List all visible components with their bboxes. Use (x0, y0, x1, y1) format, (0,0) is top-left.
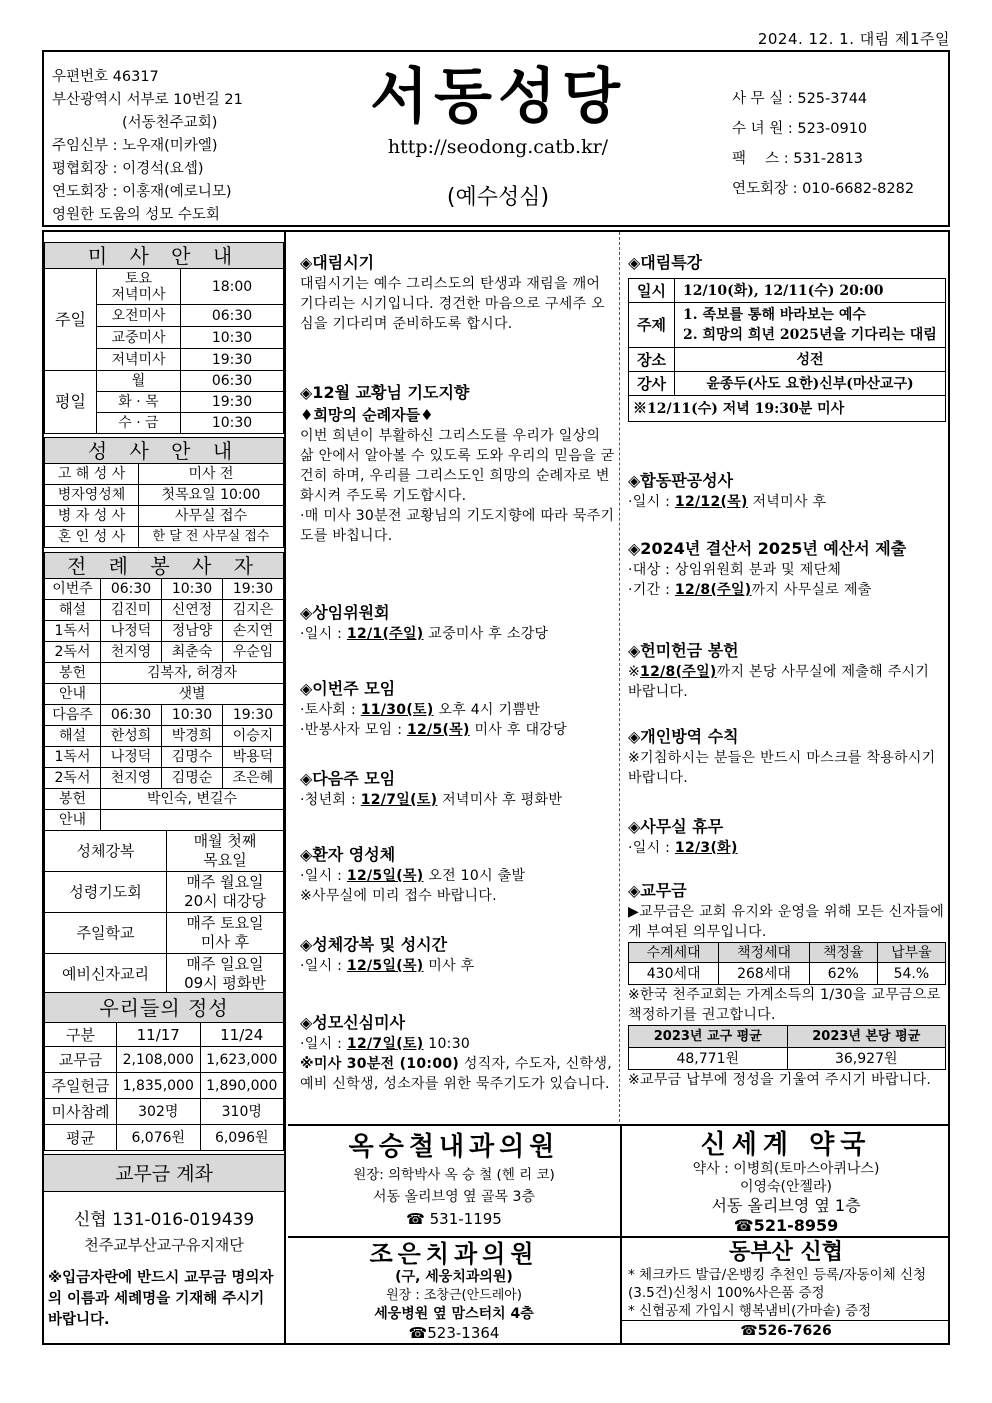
fax-number: 팩 스 : 531-2813 (732, 151, 864, 167)
server-cell: 한성희 (101, 726, 162, 747)
dues-avg-cell: 36,927원 (787, 1048, 946, 1070)
budget-suffix: 까지 사무실로 제출 (751, 582, 872, 598)
dues-cell: 54.% (877, 963, 945, 985)
quarantine-text: ※기침하시는 분들은 반드시 마스크를 착용하시기 바랍니다. (628, 750, 936, 786)
dues-note-2: ※교무금 납부에 정성을 기울여 주시기 바랍니다. (628, 1072, 932, 1088)
pharmacy-phone: ☎521-8959 (733, 1216, 839, 1235)
server-cell: 조은혜 (223, 768, 284, 789)
server-cell: 나정덕 (101, 747, 162, 768)
budget-date: 12/8(주일) (674, 582, 752, 598)
nextweek-suffix: 저녁미사 후 평화반 (437, 792, 563, 808)
server-cell: 봉헌 (45, 663, 101, 684)
offering-cell: 1,835,000 (117, 1073, 201, 1099)
dental-former: (구, 세웅치과의원) (395, 1269, 513, 1285)
server-cell: 06:30 (101, 705, 162, 726)
offering-cell: 302명 (117, 1099, 201, 1125)
server-cell: 19:30 (223, 579, 284, 600)
sunday-label: 주일 (45, 269, 97, 371)
mary-heading: ◈성모신심미사 (300, 1013, 406, 1032)
account-holder: 천주교부산교구유지재단 (84, 1236, 244, 1254)
special-key: 일시 (629, 279, 675, 303)
ad-divider-h (288, 1236, 950, 1238)
special-table (628, 278, 946, 422)
sacrament-info: 한 달 전 사무실 접수 (139, 527, 284, 548)
contact-numbers (732, 84, 914, 204)
mass-name: 수 · 금 (97, 413, 181, 434)
offering-title: 우리들의 정성 (45, 993, 284, 1023)
special-lecture-section (628, 252, 946, 422)
sacrament-name: 혼 인 성 사 (45, 527, 139, 548)
benediction-heading: ◈성체강복 및 성시간 (300, 935, 448, 954)
nextweek-date: 12/7일(토) (360, 792, 438, 808)
server-cell: 1독서 (45, 621, 101, 642)
thisweek-prefix: ·반봉사자 모임 : (300, 722, 407, 738)
dues-cell: 268세대 (719, 963, 809, 985)
mass-name: 저녁미사 (97, 349, 181, 371)
thisweek-suffix: 미사 후 대강당 (469, 722, 567, 738)
server-cell: 나정덕 (101, 621, 162, 642)
mass-time: 06:30 (181, 305, 284, 327)
penance-date: 12/12(목) (674, 494, 748, 510)
special-value: 성전 (675, 348, 946, 372)
dues-table (628, 942, 946, 985)
dues-cell: 430세대 (629, 963, 719, 985)
address: 부산광역시 서부로 10번길 21 (52, 92, 243, 108)
pastor: 주임신부 : 노우재(미카엘) (52, 138, 218, 154)
server-cell: 봉헌 (45, 789, 101, 810)
main-content (42, 230, 950, 1345)
dental-director: 원장 : 조창근(안드레아) (386, 1288, 522, 1303)
sick-suffix: 오전 10시 출발 (423, 868, 526, 884)
standing-date: 12/1(주일) (346, 626, 424, 642)
server-cell: 김명수 (162, 747, 223, 768)
middle-column (288, 232, 620, 1122)
advent-section (300, 252, 618, 334)
convent: 영원한 도움의 성모 수도회 (52, 207, 220, 223)
mass-table (44, 242, 284, 434)
special-key: 장소 (629, 348, 675, 372)
closed-date: 12/3(화) (674, 840, 738, 856)
offering-table (44, 992, 284, 1151)
budget-section (628, 538, 946, 600)
dues-avg-cell: 48,771원 (629, 1048, 788, 1070)
benediction-section (300, 934, 618, 976)
quarantine-heading: ◈개인방역 수칙 (628, 727, 739, 746)
server-cell: 10:30 (162, 705, 223, 726)
sick-date: 12/5일(목) (346, 868, 424, 884)
server-cell: 정남양 (162, 621, 223, 642)
benediction-date: 12/5일(목) (346, 958, 424, 974)
offering-cell: 평균 (45, 1125, 117, 1151)
sacrament-name: 병자영성체 (45, 485, 139, 506)
office-phone: 사 무 실 : 525-3744 (732, 91, 868, 107)
mass-time: 19:30 (181, 392, 284, 413)
closed-prefix: ·일시 : (628, 840, 675, 856)
schedule-info: 매주 일요일 09시 평화반 (167, 954, 284, 995)
closed-heading: ◈사무실 휴무 (628, 817, 724, 836)
mass-name: 토요 저녁미사 (97, 269, 181, 305)
offering-cell: 교무금 (45, 1047, 117, 1073)
special-value: 윤종두(사도 요한)신부(마산교구) (675, 372, 946, 396)
server-cell (101, 810, 284, 831)
schedule-info: 매월 첫째 목요일 (167, 831, 284, 872)
special-key: 주제 (629, 303, 675, 348)
offering-cell: 6,096원 (200, 1125, 284, 1151)
donation-prefix: ※ (628, 664, 641, 680)
server-cell: 해설 (45, 600, 101, 621)
mass-time: 10:30 (181, 413, 284, 434)
weekday-label: 평일 (45, 371, 97, 434)
dues-heading: ◈교무금 (628, 881, 687, 900)
mary-note: 성직자, 수도자, 신학생, 예비 신학생, 성소자를 위한 묵주기도가 있습니다. (300, 1056, 613, 1092)
thisweek-suffix: 오후 4시 기쁨반 (433, 702, 540, 718)
server-cell: 이승지 (223, 726, 284, 747)
pope-text: 이번 희년이 부활하신 그리스도를 우리가 일상의 삶 안에서 알아볼 수 있도록 도와 우리의 믿음을 굳건히 하며, 우리를 그리스도인 희망의 순례자로 변화시켜 주도록 기도합시다. (300, 428, 615, 504)
dues-head: 책정세대 (719, 943, 809, 963)
dues-text: ▶교무금은 교회 유지와 운영을 위해 모든 신자들에게 부여된 의무입니다. (628, 904, 945, 940)
servers-table (44, 552, 284, 831)
pope-section (300, 382, 618, 546)
sacrament-table (44, 437, 284, 548)
mary-section (300, 1012, 618, 1094)
server-cell: 김복자, 허경자 (101, 663, 284, 684)
special-note: ※12/11(수) 저녁 19:30분 미사 (629, 396, 946, 422)
server-cell: 10:30 (162, 579, 223, 600)
special-topic-1: 1. 족보를 통해 바라보는 예수 (683, 307, 866, 323)
schedule-name: 성령기도회 (45, 872, 167, 913)
server-cell: 천지영 (101, 642, 162, 663)
clinic-name: 옥승철내과의원 (348, 1132, 560, 1162)
special-value: 12/10(화), 12/11(수) 20:00 (675, 279, 946, 303)
sacrament-info: 첫목요일 10:00 (139, 485, 284, 506)
clinic-director: 원장: 의학박사 옥 승 철 (헨 리 코) (353, 1167, 555, 1183)
server-cell: 해설 (45, 726, 101, 747)
penance-heading: ◈합동판공성사 (628, 471, 734, 490)
server-cell: 다음주 (45, 705, 101, 726)
credit-union-name: 동부산 신협 (729, 1240, 843, 1265)
server-cell: 우순임 (223, 642, 284, 663)
nextweek-section (300, 768, 618, 810)
thisweek-date: 12/5(목) (406, 722, 470, 738)
schedule-info: 매주 월요일 20시 대강당 (167, 872, 284, 913)
prayer-president: 연도회장 : 이홍재(예로니모) (52, 184, 232, 200)
thisweek-date: 11/30(토) (360, 702, 434, 718)
ad-divider (288, 1124, 950, 1126)
server-cell: 안내 (45, 684, 101, 705)
pope-heading: ◈12월 교황님 기도지향 (300, 383, 470, 402)
offering-cell: 6,076원 (117, 1125, 201, 1151)
offering-head: 11/17 (117, 1023, 201, 1047)
mass-time: 19:30 (181, 349, 284, 371)
sacrament-name: 병 자 성 사 (45, 506, 139, 527)
sacrament-info: 사무실 접수 (139, 506, 284, 527)
server-cell: 신연정 (162, 600, 223, 621)
bulletin-date: 2024. 12. 1. 대림 제1주일 (757, 30, 950, 48)
sacrament-info: 미사 전 (139, 464, 284, 485)
credit-union-offer-2: * 신협공제 가입시 행복냄비(가마솥) 증정 (622, 1302, 950, 1321)
dental-address: 세웅병원 옆 맘스터치 4층 (374, 1306, 534, 1322)
offering-cell: 1,890,000 (200, 1073, 284, 1099)
schedule-name: 성체강복 (45, 831, 167, 872)
penance-section (628, 470, 946, 512)
prayer-phone: 연도회장 : 010-6682-8282 (732, 181, 915, 197)
feast-name: (예수성심) (446, 185, 550, 210)
pharmacy-name: 신세계 약국 (700, 1130, 872, 1160)
quarantine-section (628, 726, 946, 788)
server-cell: 이번주 (45, 579, 101, 600)
mass-time: 10:30 (181, 327, 284, 349)
budget-prefix: ·기간 : (628, 582, 675, 598)
thisweek-prefix: ·토사회 : (300, 702, 361, 718)
server-cell: 19:30 (223, 705, 284, 726)
server-cell: 박경희 (162, 726, 223, 747)
credit-union-offer-1: * 체크카드 발급/온뱅킹 추천인 등록/자동이체 신청(3.5건)신청시 100%사은품 증정 (628, 1267, 927, 1301)
closed-section (628, 816, 946, 858)
left-column (44, 232, 286, 1343)
credit-union-phone: ☎526-7626 (740, 1323, 832, 1339)
dues-avg-head: 2023년 본당 평균 (787, 1026, 946, 1048)
advent-heading: ◈대림시기 (300, 253, 375, 272)
mass-name: 오전미사 (97, 305, 181, 327)
convent-phone: 수 녀 원 : 523-0910 (732, 121, 868, 137)
mass-name: 화 · 목 (97, 392, 181, 413)
server-cell: 김지은 (223, 600, 284, 621)
dues-avg-head: 2023년 교구 평균 (629, 1026, 788, 1048)
mary-suffix: 10:30 (423, 1036, 471, 1052)
schedule-name: 예비신자교리 (45, 954, 167, 995)
offering-cell: 2,108,000 (117, 1047, 201, 1073)
standing-heading: ◈상임위원회 (300, 603, 390, 622)
ad-clinic (288, 1130, 620, 1230)
server-cell: 안내 (45, 810, 101, 831)
mass-title: 미 사 안 내 (45, 243, 284, 269)
thisweek-section (300, 678, 618, 740)
ad-credit-union (622, 1240, 950, 1341)
donation-suffix: 까지 본당 사무실에 제출해 주시기 바랍니다. (628, 664, 930, 700)
server-cell: 천지영 (101, 768, 162, 789)
server-cell: 김진미 (101, 600, 162, 621)
parish-url[interactable]: http://seodong.catb.kr/ (387, 136, 609, 158)
standing-section (300, 602, 618, 644)
bulletin-header (42, 50, 950, 227)
budget-target: ·대상 : 상임위원회 분과 및 제단체 (628, 562, 842, 578)
dental-name: 조은치과의원 (369, 1240, 539, 1268)
sick-section (300, 844, 618, 906)
dues-head: 책정율 (809, 943, 877, 963)
sacrament-name: 고 해 성 사 (45, 464, 139, 485)
benediction-prefix: ·일시 : (300, 958, 347, 974)
servers-title: 전 례 봉 사 자 (45, 553, 284, 579)
schedule-name: 주일학교 (45, 913, 167, 954)
offering-cell: 주일헌금 (45, 1073, 117, 1099)
server-cell: 박인숙, 변길수 (101, 789, 284, 810)
server-cell: 샛별 (101, 684, 284, 705)
thisweek-heading: ◈이번주 모임 (300, 679, 396, 698)
pharmacist-1: 약사 : 이병희(토마스아퀴나스) (692, 1161, 880, 1177)
special-key: 강사 (629, 372, 675, 396)
clinic-phone: ☎ 531-1195 (406, 1210, 502, 1228)
benediction-suffix: 미사 후 (423, 958, 475, 974)
account-title: 교무금 계좌 (44, 1154, 284, 1192)
standing-suffix: 교중미사 후 소강당 (423, 626, 549, 642)
penance-prefix: ·일시 : (628, 494, 675, 510)
donation-date: 12/8(주일) (640, 664, 717, 680)
schedule-info: 매주 토요일 미사 후 (167, 913, 284, 954)
server-cell: 박용덕 (223, 747, 284, 768)
offering-cell: 310명 (200, 1099, 284, 1125)
standing-prefix: ·일시 : (300, 626, 347, 642)
ad-pharmacy (622, 1130, 950, 1236)
ad-dental (288, 1240, 620, 1343)
server-cell: 2독서 (45, 642, 101, 663)
sick-heading: ◈환자 영성체 (300, 845, 396, 864)
pope-subheading: ♦희망의 순례자들♦ (300, 406, 434, 424)
donation-section (628, 640, 946, 702)
server-cell: 김명순 (162, 768, 223, 789)
account-number: 신협 131-016-019439 (73, 1210, 255, 1230)
donation-heading: ◈헌미헌금 봉헌 (628, 641, 739, 660)
dental-phone: ☎523-1364 (408, 1324, 500, 1342)
council-president: 평협회장 : 이경석(요셉) (52, 161, 204, 177)
sick-note: ※사무실에 미리 접수 바랍니다. (300, 888, 497, 904)
sick-prefix: ·일시 : (300, 868, 347, 884)
mary-date: 12/7일(토) (346, 1036, 424, 1052)
advent-text: 대림시기는 예수 그리스도의 탄생과 재림을 깨어 기다리는 시기입니다. 경건한 마음으로 구세주 오심을 기다리며 준비하도록 합시다. (300, 276, 605, 332)
pope-note: ·매 미사 30분전 교황님의 기도지향에 따라 묵주기도를 바칩니다. (300, 508, 615, 544)
offering-head: 11/24 (200, 1023, 284, 1047)
dues-note: ※한국 천주교회는 가계소득의 1/30을 교무금으로 책정하기를 권고합니다. (628, 987, 941, 1023)
mass-name: 교중미사 (97, 327, 181, 349)
offering-cell: 미사참례 (45, 1099, 117, 1125)
offering-head: 구분 (45, 1023, 117, 1047)
dues-section (628, 880, 946, 1090)
right-column (622, 232, 950, 1122)
server-cell: 06:30 (101, 579, 162, 600)
nextweek-heading: ◈다음주 모임 (300, 769, 396, 788)
schedule-table (44, 830, 284, 995)
parish-title: 서동성당 (370, 62, 626, 132)
budget-heading: ◈2024년 결산서 2025년 예산서 제출 (628, 539, 907, 558)
dues-head: 수계세대 (629, 943, 719, 963)
server-cell: 2독서 (45, 768, 101, 789)
clinic-address: 서동 올리브영 옆 골목 3층 (373, 1189, 535, 1205)
server-cell: 1독서 (45, 747, 101, 768)
dues-cell: 62% (809, 963, 877, 985)
dues-head: 납부율 (877, 943, 945, 963)
mary-note-bold: ※미사 30분전 (10:00) (300, 1056, 460, 1072)
pharmacy-address: 서동 올리브영 옆 1층 (711, 1196, 861, 1215)
sacrament-title: 성 사 안 내 (45, 438, 284, 464)
server-cell: 손지연 (223, 621, 284, 642)
mary-prefix: ·일시 : (300, 1036, 347, 1052)
mass-time: 06:30 (181, 371, 284, 392)
special-heading: ◈대림특강 (628, 253, 703, 272)
church-name: (서동천주교회) (122, 115, 218, 131)
mass-name: 월 (97, 371, 181, 392)
mass-time: 18:00 (181, 269, 284, 305)
pharmacist-2: 이영숙(안젤라) (739, 1179, 833, 1195)
dues-average-table (628, 1025, 946, 1070)
server-cell: 최춘숙 (162, 642, 223, 663)
penance-suffix: 저녁미사 후 (747, 494, 827, 510)
offering-cell: 1,623,000 (200, 1047, 284, 1073)
postal-code: 우편번호 46317 (52, 69, 159, 85)
nextweek-prefix: ·청년회 : (300, 792, 361, 808)
account-note: ※입금자란에 반드시 교무금 명의자의 이름과 세례명을 기재해 주시기 바랍니다. (48, 1270, 274, 1328)
special-topic-2: 2. 희망의 희년 2025년을 기다리는 대림 (683, 327, 937, 343)
